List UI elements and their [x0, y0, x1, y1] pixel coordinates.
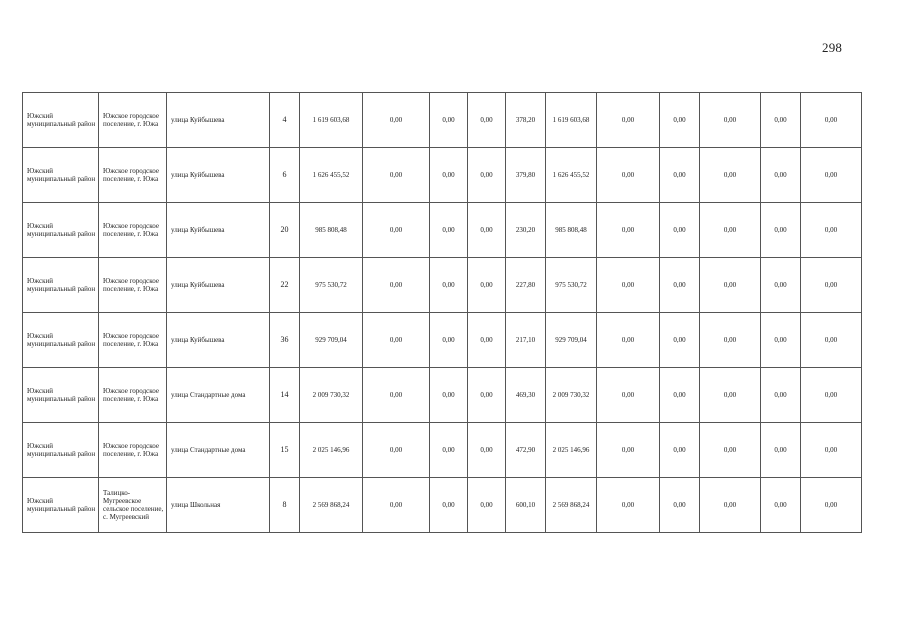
value-cell: 985 808,48	[546, 203, 597, 258]
value-cell: 2 025 146,96	[300, 423, 363, 478]
settlement-cell: Южское городское поселение, г. Южа	[99, 148, 167, 203]
value-cell: 1 626 455,52	[546, 148, 597, 203]
value-cell: 0,00	[700, 93, 761, 148]
value-cell: 0,00	[660, 423, 700, 478]
value-cell: 0,00	[660, 93, 700, 148]
value-cell: 0,00	[597, 203, 660, 258]
value-cell: 0,00	[700, 148, 761, 203]
value-cell: 0,00	[801, 148, 862, 203]
value-cell: 0,00	[468, 368, 506, 423]
value-cell: 0,00	[468, 313, 506, 368]
value-cell: 0,00	[363, 313, 430, 368]
table-row	[23, 93, 887, 148]
value-cell: 0,00	[801, 478, 862, 533]
table-row	[23, 148, 887, 203]
value-cell: 0,00	[597, 313, 660, 368]
value-cell: 0,00	[597, 148, 660, 203]
value-cell: 0,00	[468, 203, 506, 258]
value-cell: 0,00	[363, 93, 430, 148]
house-number-cell: 22	[270, 258, 300, 313]
table-body	[23, 93, 887, 533]
value-cell: 0,00	[700, 478, 761, 533]
district-cell: Южский муниципальный район	[23, 203, 99, 258]
value-cell: 227,80	[506, 258, 546, 313]
settlement-cell: Южское городское поселение, г. Южа	[99, 313, 167, 368]
value-cell: 0,00	[700, 423, 761, 478]
settlement-cell: Южское городское поселение, г. Южа	[99, 203, 167, 258]
value-cell: 0,00	[700, 313, 761, 368]
value-cell: 379,80	[506, 148, 546, 203]
house-number-cell: 8	[270, 478, 300, 533]
settlement-cell: Южское городское поселение, г. Южа	[99, 423, 167, 478]
street-cell: улица Школьная	[167, 478, 270, 533]
value-cell: 469,30	[506, 368, 546, 423]
value-cell: 0,00	[430, 423, 468, 478]
value-cell: 0,00	[660, 313, 700, 368]
district-cell: Южский муниципальный район	[23, 313, 99, 368]
value-cell: 0,00	[761, 148, 801, 203]
settlement-cell: Южское городское поселение, г. Южа	[99, 368, 167, 423]
value-cell: 0,00	[801, 258, 862, 313]
street-cell: улица Куйбышева	[167, 203, 270, 258]
house-number-cell: 4	[270, 93, 300, 148]
street-cell: улица Стандартные дома	[167, 368, 270, 423]
value-cell: 0,00	[468, 423, 506, 478]
value-cell: 0,00	[430, 203, 468, 258]
street-cell: улица Куйбышева	[167, 148, 270, 203]
value-cell: 0,00	[660, 148, 700, 203]
table-row	[23, 313, 887, 368]
value-cell: 929 709,04	[546, 313, 597, 368]
value-cell: 0,00	[761, 313, 801, 368]
value-cell: 0,00	[363, 478, 430, 533]
value-cell: 0,00	[430, 258, 468, 313]
table-row	[23, 478, 887, 533]
street-cell: улица Куйбышева	[167, 258, 270, 313]
value-cell: 975 530,72	[300, 258, 363, 313]
settlement-cell: Южское городское поселение, г. Южа	[99, 258, 167, 313]
value-cell: 0,00	[597, 423, 660, 478]
value-cell: 0,00	[430, 478, 468, 533]
value-cell: 0,00	[660, 368, 700, 423]
house-number-cell: 15	[270, 423, 300, 478]
settlement-cell: Талицко-Мугреевское сельское поселение, с. Мугреевский	[99, 478, 167, 533]
value-cell: 230,20	[506, 203, 546, 258]
page-number: 298	[822, 40, 843, 55]
value-cell: 0,00	[468, 258, 506, 313]
value-cell: 217,10	[506, 313, 546, 368]
value-cell: 0,00	[363, 368, 430, 423]
table-row	[23, 203, 887, 258]
street-cell: улица Стандартные дома	[167, 423, 270, 478]
value-cell: 600,10	[506, 478, 546, 533]
district-cell: Южский муниципальный район	[23, 423, 99, 478]
district-cell: Южский муниципальный район	[23, 258, 99, 313]
table-row	[23, 258, 887, 313]
value-cell: 0,00	[700, 258, 761, 313]
value-cell: 985 808,48	[300, 203, 363, 258]
value-cell: 2 009 730,32	[546, 368, 597, 423]
house-number-cell: 14	[270, 368, 300, 423]
value-cell: 0,00	[801, 313, 862, 368]
value-cell: 0,00	[801, 368, 862, 423]
value-cell: 0,00	[468, 93, 506, 148]
value-cell: 0,00	[430, 313, 468, 368]
value-cell: 0,00	[597, 258, 660, 313]
district-cell: Южский муниципальный район	[23, 478, 99, 533]
value-cell: 0,00	[761, 478, 801, 533]
value-cell: 0,00	[597, 368, 660, 423]
street-cell: улица Куйбышева	[167, 313, 270, 368]
value-cell: 0,00	[597, 478, 660, 533]
value-cell: 0,00	[363, 148, 430, 203]
value-cell: 0,00	[363, 203, 430, 258]
value-cell: 0,00	[363, 423, 430, 478]
value-cell: 472,90	[506, 423, 546, 478]
street-cell: улица Куйбышева	[167, 93, 270, 148]
value-cell: 0,00	[430, 368, 468, 423]
value-cell: 2 569 868,24	[300, 478, 363, 533]
house-number-cell: 20	[270, 203, 300, 258]
value-cell: 0,00	[468, 478, 506, 533]
value-cell: 378,20	[506, 93, 546, 148]
district-cell: Южский муниципальный район	[23, 368, 99, 423]
value-cell: 0,00	[363, 258, 430, 313]
value-cell: 0,00	[761, 258, 801, 313]
value-cell: 0,00	[660, 203, 700, 258]
value-cell: 0,00	[700, 368, 761, 423]
value-cell: 0,00	[660, 258, 700, 313]
value-cell: 1 619 603,68	[300, 93, 363, 148]
value-cell: 0,00	[430, 93, 468, 148]
value-cell: 0,00	[700, 203, 761, 258]
value-cell: 1 619 603,68	[546, 93, 597, 148]
table-row	[23, 368, 887, 423]
value-cell: 0,00	[801, 423, 862, 478]
district-cell: Южский муниципальный район	[23, 93, 99, 148]
house-number-cell: 6	[270, 148, 300, 203]
value-cell: 0,00	[761, 203, 801, 258]
value-cell: 2 025 146,96	[546, 423, 597, 478]
value-cell: 2 569 868,24	[546, 478, 597, 533]
value-cell: 0,00	[761, 368, 801, 423]
house-number-cell: 36	[270, 313, 300, 368]
value-cell: 0,00	[468, 148, 506, 203]
value-cell: 975 530,72	[546, 258, 597, 313]
value-cell: 0,00	[597, 93, 660, 148]
value-cell: 0,00	[761, 423, 801, 478]
registry-table	[22, 92, 887, 533]
value-cell: 0,00	[660, 478, 700, 533]
district-cell: Южский муниципальный район	[23, 148, 99, 203]
value-cell: 929 709,04	[300, 313, 363, 368]
value-cell: 1 626 455,52	[300, 148, 363, 203]
table-row	[23, 423, 887, 478]
value-cell: 0,00	[761, 93, 801, 148]
settlement-cell: Южское городское поселение, г. Южа	[99, 93, 167, 148]
value-cell: 2 009 730,32	[300, 368, 363, 423]
value-cell: 0,00	[801, 203, 862, 258]
value-cell: 0,00	[801, 93, 862, 148]
value-cell: 0,00	[430, 148, 468, 203]
